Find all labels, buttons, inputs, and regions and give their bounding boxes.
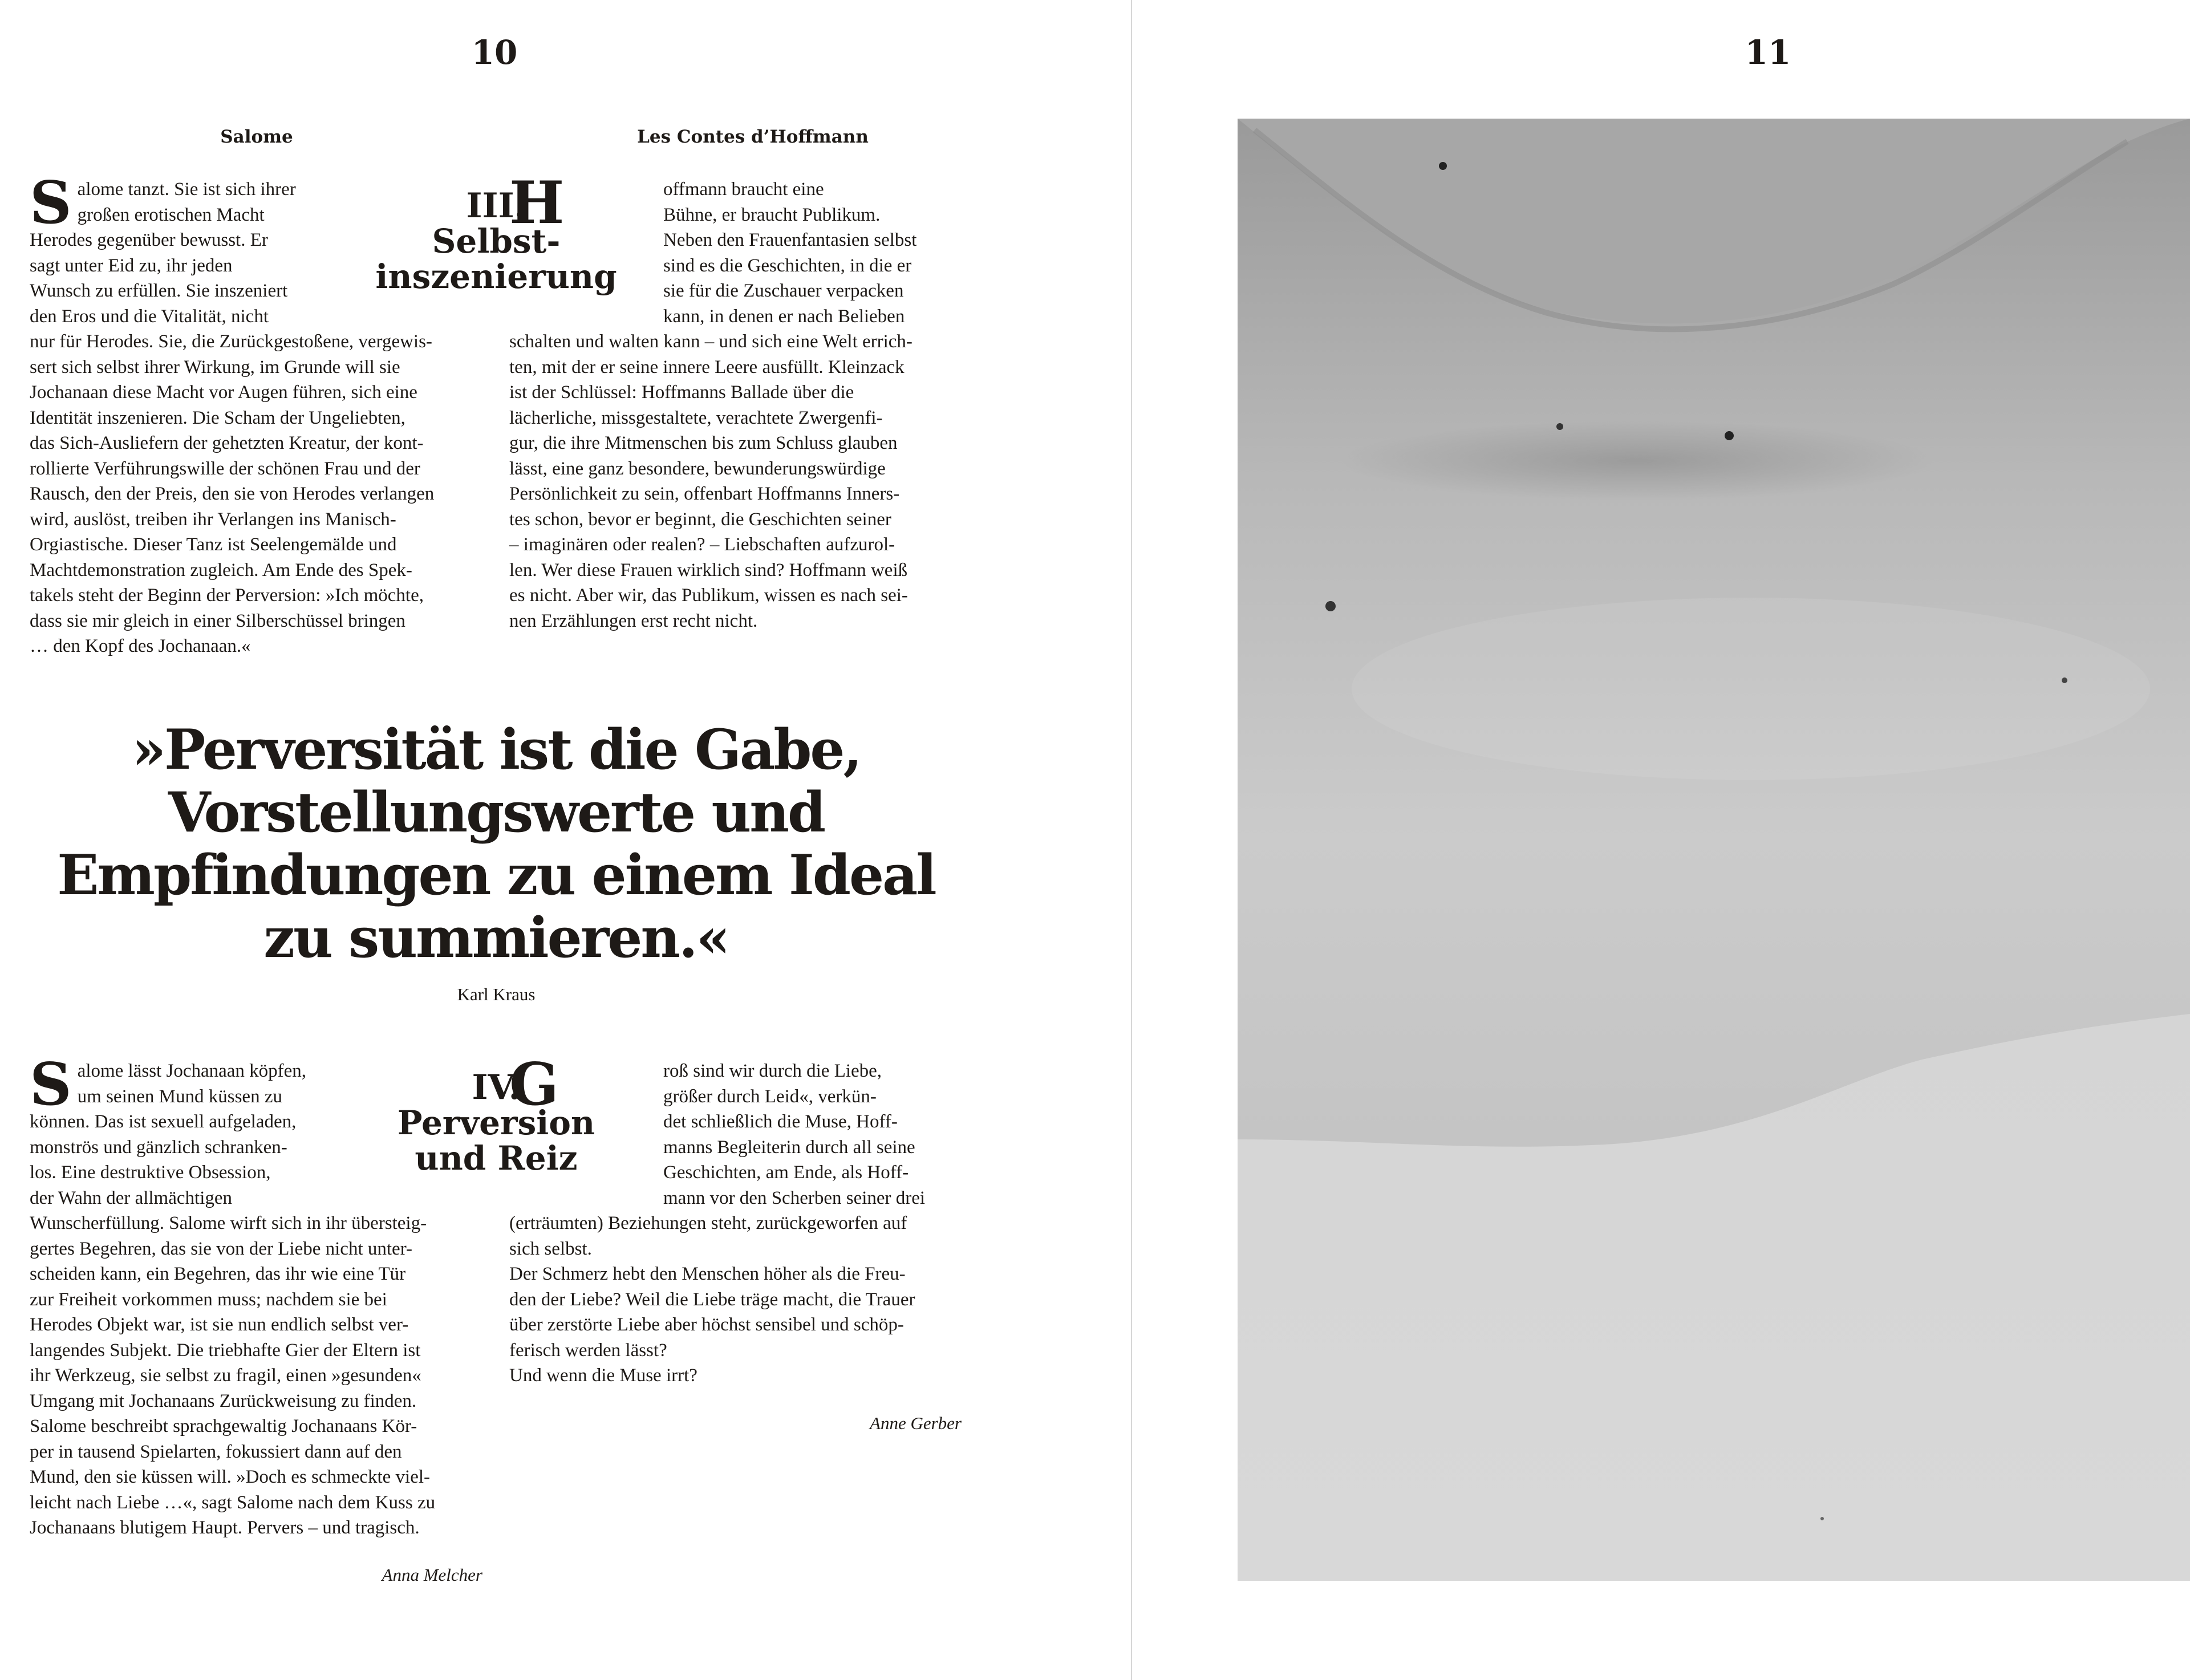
author-anne-gerber: Anne Gerber [870,1413,962,1433]
section-4-salome-text [30,1050,484,1541]
text-line: Jochanaan diese Macht vor Augen führen, sich eine [30,382,417,403]
text-line: zur Freiheit vorkommen muss; nachdem sie bei [30,1289,387,1310]
text-line: monströs und gänzlich schranken- [30,1137,287,1158]
text-line: Und wenn die Muse irrt? [509,1365,697,1386]
column-head-salome: Salome [220,127,293,147]
text-line: Herodes gegenüber bewusst. Er [30,230,268,250]
text-line: nen Erzählungen erst recht nicht. [509,610,758,631]
photo-svg [1238,119,2190,1581]
black-and-white-body-photo [1238,119,2190,1581]
text-line: gertes Begehren, das sie von der Liebe nicht unter- [30,1238,413,1259]
text-line: Orgiastische. Dieser Tanz ist Seelengemälde und [30,534,397,555]
column-head-hoffmann: Les Contes d’Hoffmann [637,127,869,147]
text-line: Machtdemonstration zugleich. Am Ende des Spek- [30,559,412,581]
text-line: ten, mit der er seine innere Leere ausfüllt. Kleinzack [509,356,905,378]
text-line: sagt unter Eid zu, ihr jeden [30,255,233,276]
text-line: Identität inszenieren. Die Scham der Ungeliebten, [30,407,405,428]
text-line: Rausch, den der Preis, den sie von Herodes verlangen [30,484,435,504]
text-line: Mund, den sie küssen will. »Doch es schmeckte viel- [30,1467,431,1487]
text-line: – imaginären oder realen? – Liebschaften aufzurol- [509,534,895,555]
text-line: großen erotischen Macht [77,204,265,225]
page-number-right: 11 [1745,33,1791,72]
text-line: ferisch werden lässt? [509,1340,667,1361]
section-4-number: IV. [472,1068,521,1107]
section-3-number: III. [466,186,526,226]
dropcap-g: G [509,1050,559,1119]
text-line: sie für die Zuschauer verpacken [663,281,904,301]
text-line: roß sind wir durch die Liebe, [663,1061,882,1081]
text-line: kann, in denen er nach Belieben [663,306,905,327]
text-line: sert sich selbst ihrer Wirkung, im Grunde will sie [30,356,400,378]
text-line: Bühne, er braucht Publikum. [663,204,881,225]
text-line: sind es die Geschichten, in die er [663,255,912,276]
text-line: es nicht. Aber wir, das Publikum, wissen es nach sei- [509,585,908,606]
text-line: können. Das ist sexuell aufgeladen, [30,1111,297,1132]
text-line: rollierte Verführungswille der schönen Frau und der [30,458,420,479]
text-line: len. Wer diese Frauen wirklich sind? Hoffmann weiß [509,559,908,581]
text-line: Geschichten, am Ende, als Hoff- [663,1162,909,1183]
section-4-title-line2: und Reiz [415,1139,578,1178]
text-line: den der Liebe? Weil die Liebe träge macht, die Trauer [509,1289,915,1310]
text-line: Wunsch zu erfüllen. Sie inszeniert [30,281,288,301]
text-line: Neben den Frauenfantasien selbst [663,230,917,250]
quote-line-1: »Perversität ist die Gabe, [132,717,861,782]
dropcap-h: H [509,169,565,237]
text-line: offmann braucht eine [663,179,824,200]
dropcap-s: S [30,169,72,237]
pull-quote [40,719,952,969]
text-line: wird, auslöst, treiben ihr Verlangen ins Manisch- [30,509,396,530]
section-3-title-line2: inszenierung [375,257,617,296]
text-line: (erträumten) Beziehungen steht, zurückgeworfen auf [509,1213,907,1233]
quote-author: Karl Kraus [457,984,536,1004]
text-line: alome lässt Jochanaan köpfen, [77,1061,307,1081]
text-line: takels steht der Beginn der Perversion: »Ich möchte, [30,585,424,606]
text-line: gur, die ihre Mitmenschen bis zum Schluss glauben [509,433,898,453]
text-line: das Sich-Ausliefern der gehetzten Kreatur, der kont- [30,433,424,453]
text-line: schalten und walten kann – und sich eine Welt errich- [509,331,912,352]
text-line: lächerliche, missgestaltete, verachtete Zwergenfi- [509,407,883,428]
text-line: den Eros und die Vitalität, nicht [30,306,269,327]
text-line: scheiden kann, ein Begehren, das ihr wie eine Tür [30,1264,406,1284]
text-line: Persönlichkeit zu sein, offenbart Hoffmanns Inners- [509,484,900,504]
text-line: tes schon, bevor er beginnt, die Geschichten seiner [509,509,891,530]
section-3-salome-text [30,169,484,659]
text-line: dass sie mir gleich in einer Silberschüssel bringen [30,610,405,631]
quote-line-2: Vorstellungswerte und [168,780,825,845]
text-line: leicht nach Liebe …«, sagt Salome nach dem Kuss zu [30,1492,436,1513]
dropcap-s2: S [30,1050,72,1119]
section-3-hoffmann-text [509,169,961,634]
text-line: um seinen Mund küssen zu [77,1086,282,1107]
text-line: langendes Subjekt. Die triebhafte Gier der Eltern ist [30,1340,421,1361]
text-line: Herodes Objekt war, ist sie nun endlich selbst ver- [30,1314,409,1335]
author-anna-melcher: Anna Melcher [382,1565,482,1585]
text-line: Umgang mit Jochanaans Zurückweisung zu finden. [30,1390,417,1411]
text-line: Salome beschreibt sprachgewaltig Jochanaans Kör- [30,1416,417,1436]
text-line: größer durch Leid«, verkün- [663,1086,877,1107]
text-line: der Wahn der allmächtigen [30,1187,233,1208]
section-4-hoffmann-text [509,1050,961,1389]
text-line: … den Kopf des Jochanaan.« [30,636,251,656]
page-gutter [1131,0,1132,1680]
text-line: lässt, eine ganz besondere, bewunderungswürdige [509,458,886,479]
text-line: ihr Werkzeug, sie selbst zu fragil, einen »gesunden« [30,1365,421,1386]
text-line: los. Eine destruktive Obsession, [30,1162,271,1183]
quote-line-4: zu summieren.« [263,906,729,970]
text-line: sich selbst. [509,1238,592,1259]
text-line: Der Schmerz hebt den Menschen höher als die Freu- [509,1264,906,1284]
section-4-title-line1: Perversion [397,1103,595,1142]
text-line: manns Begleiterin durch all seine [663,1137,915,1158]
quote-line-3: Empfindungen zu einem Ideal [57,843,935,907]
text-line: alome tanzt. Sie ist sich ihrer [77,179,296,200]
text-line: Wunscherfüllung. Salome wirft sich in ihr übersteig- [30,1213,427,1233]
text-line: det schließlich die Muse, Hoff- [663,1111,898,1132]
text-line: nur für Herodes. Sie, die Zurückgestoßene, vergewis- [30,331,432,352]
text-line: mann vor den Scherben seiner drei [663,1187,926,1208]
text-line: per in tausend Spielarten, fokussiert dann auf den [30,1441,402,1462]
text-line: ist der Schlüssel: Hoffmanns Ballade über die [509,382,854,403]
section-3-title-line1: Selbst- [432,222,561,261]
text-line: über zerstörte Liebe aber höchst sensibel und schöp- [509,1314,904,1335]
text-line: Jochanaans blutigem Haupt. Pervers – und tragisch. [30,1517,420,1538]
page-number-left: 10 [471,33,518,72]
